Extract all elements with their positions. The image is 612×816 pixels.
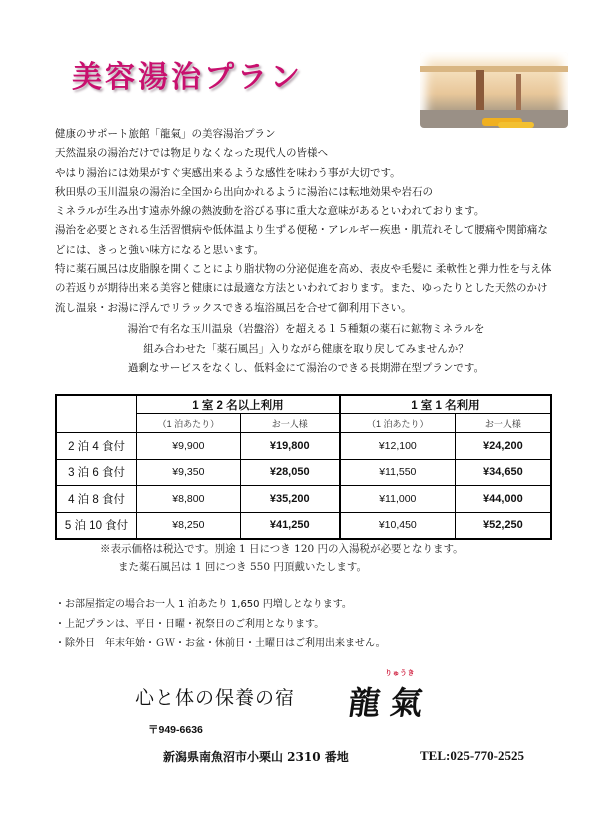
- highlight-text: [0, 320, 612, 379]
- single-total: ¥34,650: [455, 459, 551, 486]
- double-total: ¥28,050: [240, 459, 340, 486]
- postal-code: 〒949-6636: [148, 724, 203, 736]
- intro-line: ミネラルが生み出す遠赤外線の熱波動を浴びる事に重大な意味があるといわれております。: [55, 205, 485, 218]
- intro-text: [55, 125, 575, 318]
- subheader-per-night: （1 泊あたり）: [340, 414, 456, 433]
- single-total: ¥44,000: [455, 486, 551, 513]
- condition-item: ・除外日 年末年始・ＧＷ・お盆・休前日・土曜日はご利用出来ません。: [55, 638, 386, 649]
- plan-label: 5 泊 10 食付: [56, 512, 137, 539]
- address: 新潟県南魚沼市小栗山 2310 番地: [163, 750, 349, 764]
- single-total: ¥52,250: [455, 512, 551, 539]
- intro-line: の若返りが期待出来る美容と健康には最適な方法といわれております。また、ゆったりとした天然のかけ: [55, 282, 548, 295]
- plan-label: 3 泊 6 食付: [56, 459, 137, 486]
- table-row: [56, 512, 551, 539]
- tax-notes: [100, 540, 464, 576]
- double-per-night: ¥9,900: [137, 433, 241, 460]
- highlight-line: 組み合わせた「薬石風呂」入りながら健康を取り戻してみませんか？: [143, 342, 469, 355]
- single-total: ¥24,200: [455, 433, 551, 460]
- subheader-per-person: お一人様: [240, 414, 340, 433]
- intro-line: 天然温泉の湯治だけでは物足りなくなった現代人の皆様へ: [55, 147, 328, 160]
- intro-line: やはり湯治には効果がすぐ実感出来るような感性を味わう事が大切です。: [55, 166, 401, 179]
- inn-slogan: 心と体の保養の宿: [135, 687, 296, 709]
- condition-item: ・上記プランは、平日・日曜・祝祭日のご利用となります。: [55, 618, 325, 630]
- intro-line: 秋田県の玉川温泉の湯治に全国から出向かれるように湯治には転地効果や岩石の: [55, 185, 433, 198]
- price-table: [55, 394, 552, 540]
- note-line: また薬石風呂は 1 回につき 550 円頂戴いたします。: [118, 561, 368, 573]
- single-per-night: ¥12,100: [340, 433, 456, 460]
- highlight-line: 湯治で有名な玉川温泉（岩盤浴）を超える１５種類の薬石に鉱物ミネラルを: [127, 323, 485, 335]
- double-total: ¥35,200: [240, 486, 340, 513]
- plan-label: 2 泊 4 食付: [56, 433, 137, 460]
- double-total: ¥19,800: [240, 433, 340, 460]
- plan-label: 4 泊 8 食付: [56, 486, 137, 513]
- single-per-night: ¥10,450: [340, 512, 456, 539]
- phone-number: TEL:025-770-2525: [420, 748, 524, 763]
- single-per-night: ¥11,000: [340, 486, 456, 513]
- intro-line: 特に薬石風呂は皮脂腺を開くことにより脂状物の分泌促進を高め、表皮や毛髪に 柔軟性と弾力性を与え体: [55, 263, 552, 276]
- photo-beam: [420, 66, 568, 72]
- intro-line: 流し温泉・お湯に浮んでリラックスできる塩浴風呂を合せて御利用下さい。: [55, 301, 412, 314]
- condition-item: ・お部屋指定の場合お一人 1 泊あたり 1,650 円増しとなります。: [55, 599, 352, 610]
- page-title: 美容湯治プラン: [72, 60, 303, 95]
- single-per-night: ¥11,550: [340, 459, 456, 486]
- bath-room-photo: [420, 52, 568, 128]
- intro-line: 湯治を必要とされる生活習慣病や低体温より生ずる便秘・アレルギー疾患・肌荒れそして腰痛や関節痛な: [55, 224, 548, 237]
- subheader-per-person: お一人様: [455, 414, 551, 433]
- table-row: [56, 433, 551, 460]
- group-header-double: 1 室 2 名以上利用: [137, 395, 340, 414]
- intro-line: どには、きっと強い味方になると思います。: [55, 243, 265, 256]
- ryuuki-logo: [345, 662, 450, 720]
- note-line: ※表示価格は税込です。別途 1 日につき 120 円の入湯税が必要となります。: [100, 543, 464, 555]
- table-header-row: [56, 395, 551, 414]
- double-total: ¥41,250: [240, 512, 340, 539]
- logo-kanji: 龍氣: [346, 684, 436, 722]
- double-per-night: ¥8,250: [137, 512, 241, 539]
- table-row: [56, 486, 551, 513]
- double-per-night: ¥8,800: [137, 486, 241, 513]
- group-header-single: 1 室 1 名利用: [340, 395, 551, 414]
- table-corner-cell: [56, 395, 137, 433]
- conditions-list: [55, 595, 386, 654]
- table-row: [56, 459, 551, 486]
- highlight-line: 過剰なサービスをなくし、低料金にて湯治のできる長期滞在型プランです。: [127, 362, 485, 374]
- logo-kana: りゅうき: [385, 669, 415, 677]
- subheader-per-night: （1 泊あたり）: [137, 414, 241, 433]
- intro-line: 健康のサポート旅館「龍氣」の美容湯治プラン: [55, 128, 276, 140]
- double-per-night: ¥9,350: [137, 459, 241, 486]
